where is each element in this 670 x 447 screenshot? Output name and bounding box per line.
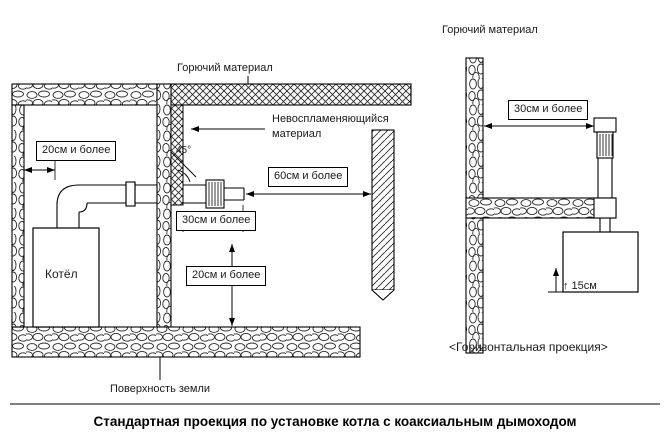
label-angle-45: 45° <box>176 145 192 156</box>
left-vertical-wall <box>157 84 171 330</box>
boiler-flue-pipe <box>57 182 157 228</box>
label-noncombustible-line2: материал <box>272 128 322 140</box>
label-noncombustible-line1: Невоспламеняющийся <box>272 113 389 125</box>
left-outer-wall <box>12 105 24 327</box>
coaxial-chimney-pipe <box>183 180 244 208</box>
dim-left-wall <box>24 160 55 180</box>
dim-label-to-obstacle: 60см и более <box>268 167 348 187</box>
label-ground-surface: Поверхность земли <box>110 383 211 395</box>
label-horizontal-projection: <Горизонтальная проекция> <box>449 340 608 354</box>
label-boiler: Котёл <box>45 267 78 281</box>
figure-caption: Стандартная проекция по установке котла с коаксиальным дымоходом <box>93 414 577 429</box>
obstacle-wall <box>372 130 394 300</box>
left-ceiling-band <box>12 84 411 105</box>
dim-label-above-ground: 20см и более <box>186 266 266 286</box>
dim-label-left-wall: 20см и более <box>36 141 116 161</box>
label-combustible-left: Горючий материал <box>177 62 273 74</box>
dim-label-chimney-clearance: 30см и более <box>176 211 256 231</box>
label-combustible-right: Горючий материал <box>442 24 538 36</box>
dim-label-top-clearance: 30см и более <box>508 100 588 120</box>
dim-label-bottom-15: ↑ 15см <box>563 280 597 292</box>
ground-band <box>12 327 360 357</box>
